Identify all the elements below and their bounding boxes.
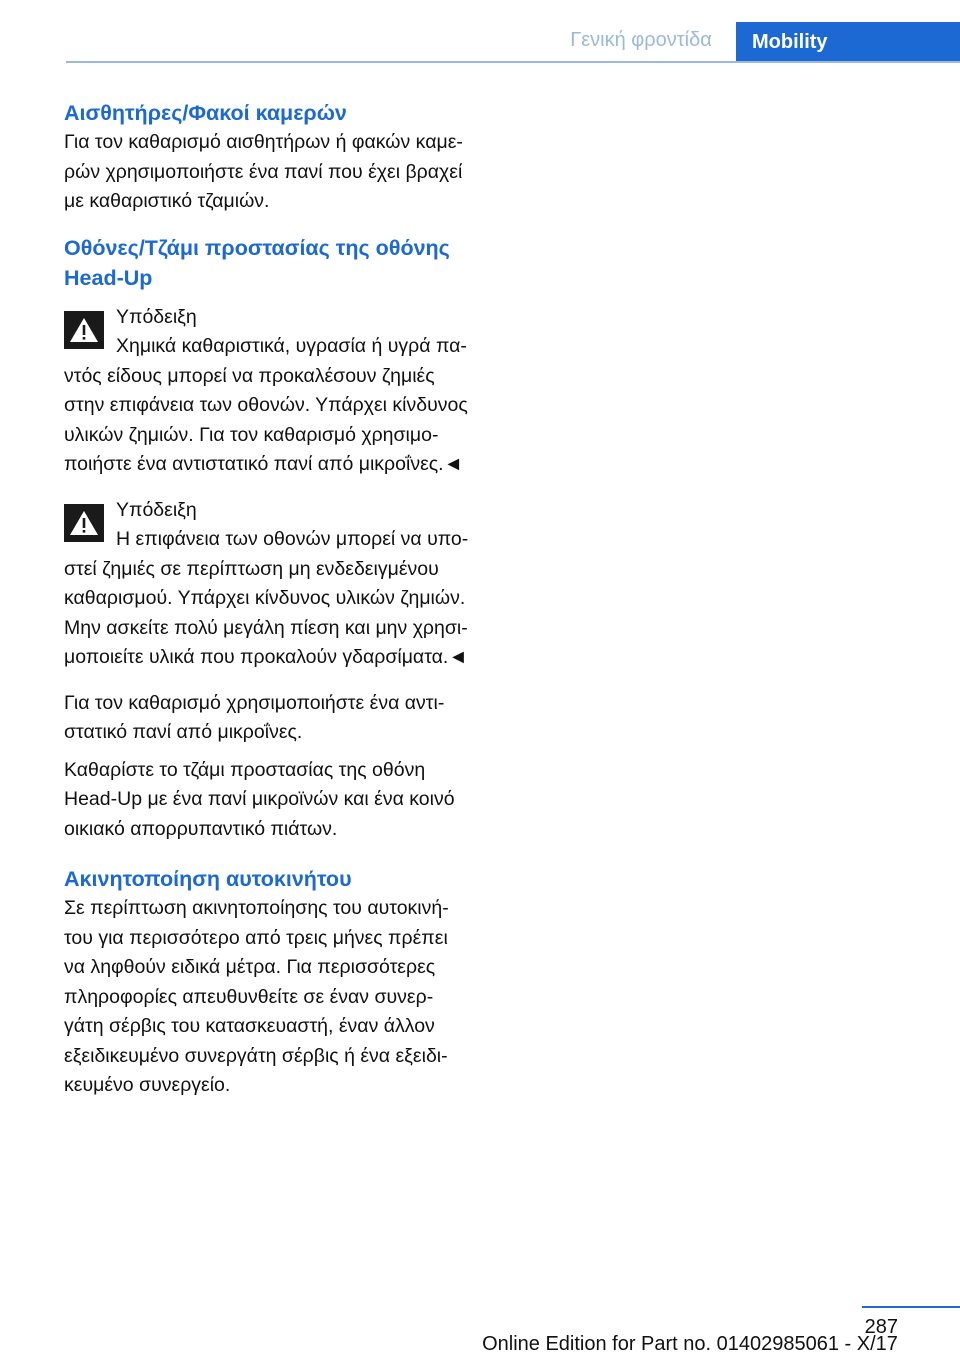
note-line: καθαρισμού. Υπάρχει κίνδυνος υλικών ζημιών. <box>64 587 466 609</box>
paragraph-line: εξειδικευμένο συνεργάτη σέρβις ή ένα εξειδι‐ <box>64 1044 448 1067</box>
note-line: υλικών ζημιών. Για τον καθαρισμό χρησιμο‐ <box>64 423 439 446</box>
paragraph-line: κευμένο συνεργείο. <box>64 1074 231 1096</box>
paragraph-line: Head-Up με ένα πανί μικροϊνών και ένα κοινό <box>64 788 455 810</box>
note-chemicals <box>64 303 484 480</box>
paragraph-line: Για τον καθαρισμό χρησιμοποιήστε ένα αντι‐ <box>64 691 445 714</box>
paragraph-line: Καθαρίστε το τζάμι προστασίας της οθόνη <box>64 758 426 781</box>
tab-general-care[interactable]: Γενική φροντίδα <box>570 28 712 51</box>
header-divider <box>66 61 960 63</box>
paragraph-line: Σε περίπτωση ακινητοποίησης του αυτοκινή‐ <box>64 897 449 919</box>
section-heading-screens-cont: Head-Up <box>64 265 153 290</box>
paragraph-headup <box>64 756 484 845</box>
section-immobilization <box>64 864 484 1101</box>
paragraph-line: πληροφορίες απευθυνθείτε σε έναν συνερ‐ <box>64 985 434 1008</box>
note-line: στεί ζημιές σε περίπτωση μη ενδεδειγμένου <box>64 557 439 580</box>
paragraph-line: οικιακό απορρυπαντικό πιάτων. <box>64 817 338 840</box>
section-heading-immobilization: Ακινητοποίηση αυτοκινήτου <box>64 867 352 891</box>
note-line: μοποιείτε υλικά που προκαλούν γδαρσίματα.◄ <box>64 646 468 668</box>
note-title: Υπόδειξη <box>116 498 197 521</box>
main-content <box>64 98 484 1117</box>
page-number: 287 <box>864 1316 898 1338</box>
paragraph-line: του για περισσότερο από τρεις μήνες πρέπει <box>64 926 448 949</box>
paragraph-line: στατικό πανί από μικροΐνες. <box>64 721 303 743</box>
footer-divider <box>862 1306 960 1308</box>
paragraph-line: ρών χρησιμοποιήστε ένα πανί που έχει βραχεί <box>64 160 463 183</box>
section-sensors <box>64 98 484 217</box>
edition-footer: Online Edition for Part no. 01402985061 - X/17 <box>482 1333 898 1355</box>
paragraph-line: γάτη σέρβις του κατασκευαστή, έναν άλλον <box>64 1015 435 1037</box>
note-line: ντός είδους μπορεί να προκαλέσουν ζημιές <box>64 364 435 387</box>
warning-triangle-icon <box>64 504 104 542</box>
note-surface <box>64 496 484 673</box>
note-line: στην επιφάνεια των οθονών. Υπάρχει κίνδυνος <box>64 394 468 416</box>
paragraph-line: να ληφθούν ειδικά μέτρα. Για περισσότερες <box>64 956 436 978</box>
warning-triangle-icon <box>64 311 104 349</box>
note-title: Υπόδειξη <box>116 305 197 328</box>
section-heading-screens: Οθόνες/Τζάμι προστασίας της οθόνης <box>64 235 450 260</box>
note-line: Μην ασκείτε πολύ μεγάλη πίεση και μην χρησι‐ <box>64 616 468 639</box>
note-line: ποιήστε ένα αντιστατικό πανί από μικροΐνες.◄ <box>64 453 463 475</box>
note-line: Χημικά καθαριστικά, υγρασία ή υγρά πα‐ <box>116 335 467 357</box>
paragraph-antistatic <box>64 689 484 748</box>
paragraph-line: Για τον καθαρισμό αισθητήρων ή φακών καμε‐ <box>64 131 463 153</box>
note-line: Η επιφάνεια των οθονών μπορεί να υπο‐ <box>116 528 469 550</box>
section-screens-heading <box>64 233 484 293</box>
section-heading-sensors: Αισθητήρες/Φακοί καμερών <box>64 101 347 125</box>
tab-mobility[interactable]: Mobility <box>736 22 960 62</box>
paragraph-line: με καθαριστικό τζαμιών. <box>64 190 270 212</box>
